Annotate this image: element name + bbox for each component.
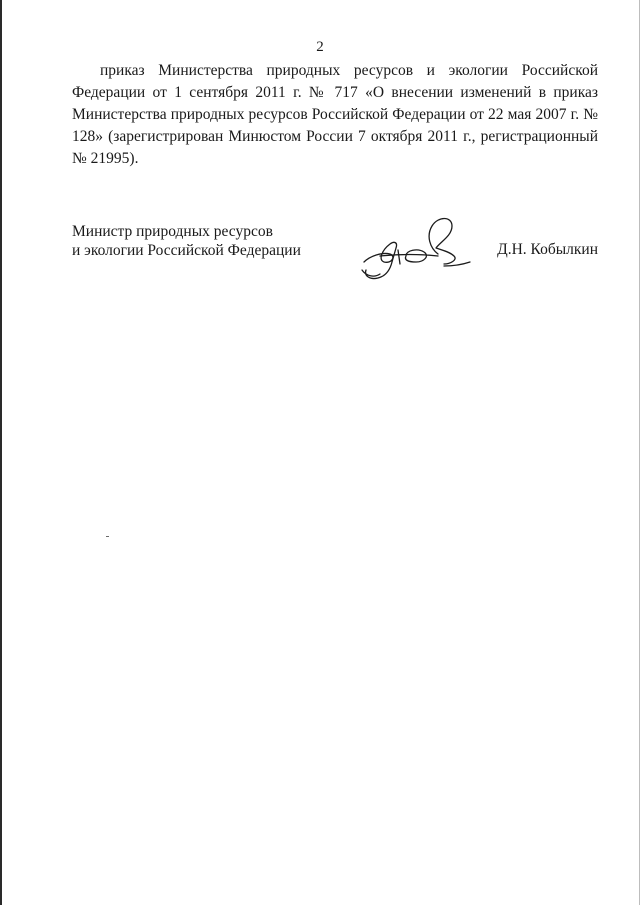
signature-block	[72, 222, 598, 282]
signature-stroke-4	[398, 250, 400, 264]
signer-title-line-1: Министр природных ресурсов	[72, 223, 273, 240]
scan-speck	[106, 536, 109, 537]
signature-stroke-1	[364, 242, 397, 278]
page-number: 2	[316, 39, 324, 55]
body-paragraph: приказ Министерства природных ресурсов и экологии Российской Федерации от 1 сентября 2011 г. № 717 «О внесении изменений в приказ Министерства природных ресурсов Российской Федерации от 22 мая 2007 г. № 128» (зарегистрирован Минюстом России 7 октября 2011 г., регистрационный № 21995).	[72, 62, 598, 167]
signature-stroke-3	[405, 250, 426, 262]
signer-name: Д.Н. Кобылкин	[497, 241, 598, 258]
page-edge-left	[0, 0, 2, 905]
signature-stroke-5	[429, 219, 455, 265]
signature-stroke-7	[362, 270, 380, 276]
signer-title-line-2: и экологии Российской Федерации	[72, 242, 301, 259]
signer-title	[72, 222, 301, 260]
handwritten-signature	[360, 210, 486, 284]
signature-stroke-2	[380, 255, 438, 257]
